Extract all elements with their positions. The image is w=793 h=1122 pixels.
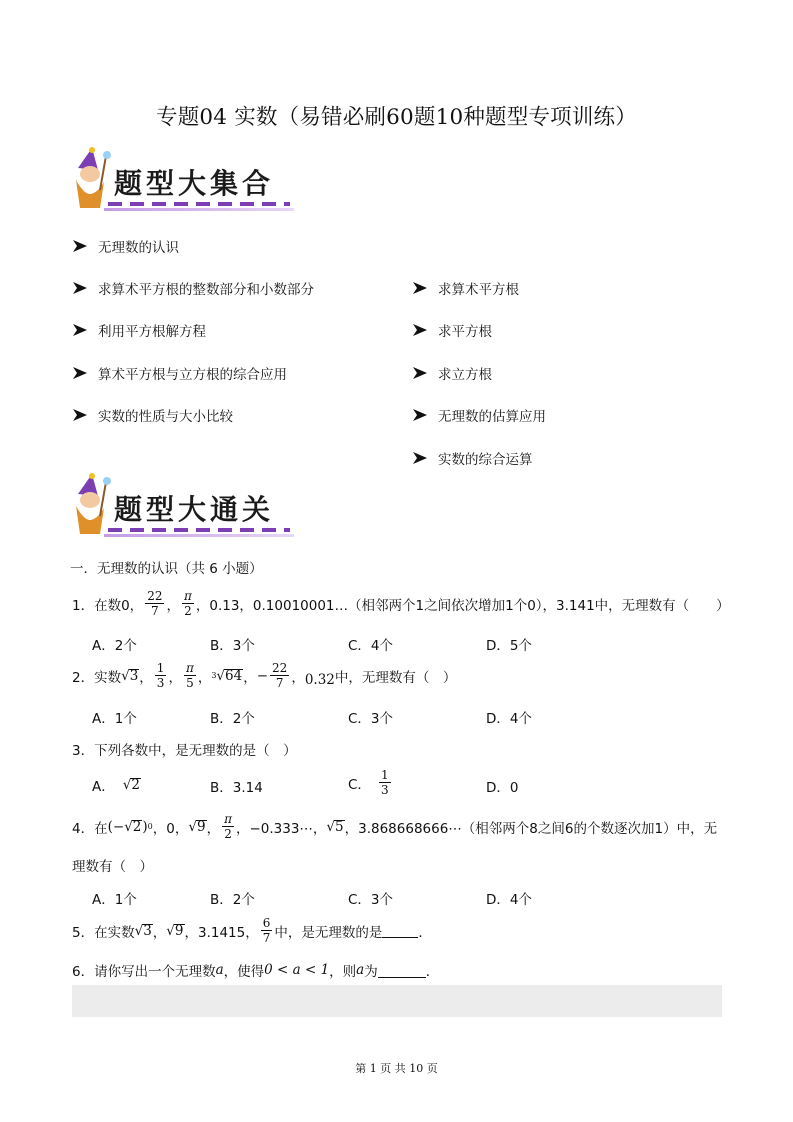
banner-underline: [108, 202, 290, 206]
toc-item[interactable]: 利用平方根解方程: [72, 320, 206, 340]
question-6: 6．请你写出一个无理数 a ，使得 0 < a < 1 ，则 a 为 ．: [72, 962, 440, 980]
toc-item[interactable]: 求平方根: [412, 320, 492, 340]
option-b[interactable]: B．3个: [210, 638, 255, 654]
repeating-decimal: 0.32: [304, 671, 335, 688]
option-c[interactable]: C． $\frac{1}{3}$: [348, 768, 389, 797]
arrow-bullet-icon: [412, 281, 428, 295]
option-d[interactable]: D．4个: [486, 711, 532, 727]
section-banner-2: [64, 474, 304, 544]
arrow-bullet-icon: [72, 408, 88, 422]
banner-title: 题型大集合: [114, 167, 275, 200]
toc-item[interactable]: 实数的综合运算: [412, 448, 533, 468]
option-d[interactable]: D．4个: [486, 892, 532, 908]
toc-item[interactable]: 实数的性质与大小比较: [72, 405, 233, 425]
fraction: $\frac{\pi}{5}$: [185, 661, 194, 690]
fraction: $\frac{6}{7}$: [262, 916, 271, 945]
section-banner-1: [64, 148, 304, 218]
banner-underline-glow: [104, 534, 294, 537]
banner-title: 题型大通关: [114, 493, 275, 526]
fraction: $\frac{1}{3}$: [380, 768, 389, 797]
arrow-bullet-icon: [72, 239, 88, 253]
answer-blank[interactable]: [382, 923, 418, 938]
page-title: 专题04 实数（易错必刷60题10种题型专项训练）: [156, 105, 637, 130]
option-a[interactable]: A． √ 2: [92, 777, 140, 795]
arrow-bullet-icon: [72, 323, 88, 337]
option-a[interactable]: A．2个: [92, 638, 137, 654]
arrow-bullet-icon: [412, 451, 428, 465]
arrow-bullet-icon: [72, 281, 88, 295]
option-d[interactable]: D．5个: [486, 638, 532, 654]
fraction: $\frac{22}{7}$: [272, 661, 288, 690]
option-b[interactable]: B．2个: [210, 892, 255, 908]
question-2: 2．实数 √ 3 ， $\frac{1}{3}$ ， $\frac{\pi}{5}$ ， 3 √ 64 ， − $\frac{22}{7}$ ， 0.32 中，无理数有（ ）: [72, 661, 457, 690]
question-4: 4．在 (− √ 2 ) 0 ，0， √ 9 ， $\frac{\pi}{2}$ ，−0.333⋯， √ 5 ，3.868668666⋯（相邻两个8之间6的个数逐次加1）中，无: [72, 812, 718, 841]
banner-underline: [108, 528, 290, 532]
answer-blank[interactable]: [378, 963, 426, 978]
fraction: $\frac{22}{7}$: [147, 589, 163, 618]
option-a[interactable]: A．1个: [92, 892, 137, 908]
arrow-bullet-icon: [412, 366, 428, 380]
option-a[interactable]: A．1个: [92, 711, 137, 727]
question-4-cont: 理数有（ ）: [72, 859, 153, 875]
fraction: $\frac{\pi}{2}$: [183, 589, 192, 618]
section-heading: 一．无理数的认识（共 6 小题）: [70, 561, 263, 577]
fraction: $\frac{\pi}{2}$: [224, 812, 232, 841]
arrow-bullet-icon: [412, 323, 428, 337]
option-b[interactable]: B．2个: [210, 711, 255, 727]
page-footer: 第 1 页 共 10 页: [355, 1062, 438, 1075]
toc-item[interactable]: 求算术平方根的整数部分和小数部分: [72, 278, 314, 298]
fraction: $\frac{1}{3}$: [156, 661, 165, 690]
banner-underline-glow: [104, 208, 294, 211]
arrow-bullet-icon: [72, 366, 88, 380]
option-b[interactable]: B．3.14: [210, 780, 263, 796]
option-c[interactable]: C．4个: [348, 638, 394, 654]
question-1: 1．在数0， $\frac{22}{7}$ ， $\frac{\pi}{2}$ ，0.13，0.10010001…（相邻两个1之间依次增加1个0），3.141中，无理数有（ ）: [72, 589, 730, 618]
question-5: 5．在实数 √ 3 ， √ 9 ，3.1415， $\frac{6}{7}$ 中，是无理数的是 ．: [72, 916, 432, 945]
option-c[interactable]: C．3个: [348, 892, 394, 908]
toc-item[interactable]: 无理数的估算应用: [412, 405, 546, 425]
option-c[interactable]: C．3个: [348, 711, 394, 727]
answer-band: [72, 985, 722, 1017]
option-d[interactable]: D．0: [486, 780, 519, 796]
toc-item[interactable]: 求立方根: [412, 363, 492, 383]
question-3: 3．下列各数中，是无理数的是（ ）: [72, 743, 297, 759]
toc-item[interactable]: 无理数的认识: [72, 236, 179, 256]
toc-item[interactable]: 算术平方根与立方根的综合应用: [72, 363, 287, 383]
arrow-bullet-icon: [412, 408, 428, 422]
toc-item[interactable]: 求算术平方根: [412, 278, 519, 298]
